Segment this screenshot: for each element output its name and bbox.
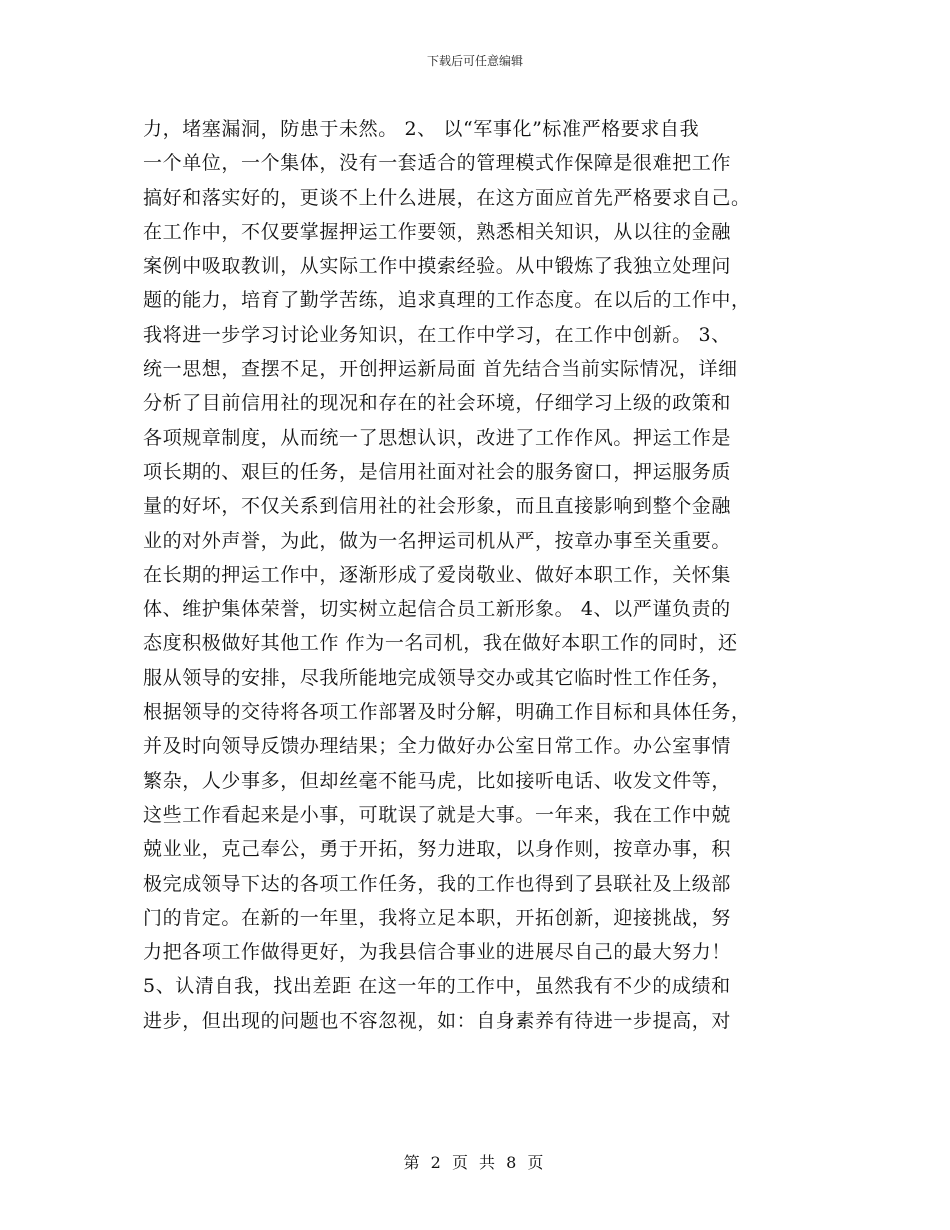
text-line: 这些工作看起来是小事，可耽误了就是大事。一年来，我在工作中兢 [143,803,732,826]
text-line: 在工作中，不仅要掌握押运工作要领，熟悉相关知识，从以往的金融 [143,220,732,243]
text-line: 各项规章制度，从而统一了思想认识，改进了工作作风。押运工作是 [143,426,732,449]
text-line: 题的能力，培育了勤学苦练，追求真理的工作态度。在以后的工作中， [143,289,751,312]
text-line: 力，堵塞漏洞，防患于未然。 2、 以“军事化”标准严格要求自我 [143,118,700,140]
text-line: 服从领导的安排，尽我所能地完成领导交办或其它临时性工作任务， [143,666,732,689]
text-line: 案例中吸取教训，从实际工作中摸索经验。从中锻炼了我独立处理问 [143,255,732,278]
text-line: 我将进一步学习讨论业务知识，在工作中学习，在工作中创新。 3、 [143,323,731,346]
text-line: 分析了目前信用社的现况和存在的社会环境，仔细学习上级的政策和 [143,392,732,415]
text-line: 5、认清自我，找出差距 在这一年的工作中，虽然我有不少的成绩和 [143,975,731,998]
text-line: 力把各项工作做得更好，为我县信合事业的进展尽自己的最大努力！ [143,941,732,964]
text-line: 体、维护集体荣誉，切实树立起信合员工新形象。 4、以严谨负责的 [143,598,731,621]
text-line: 在长期的押运工作中，逐渐形成了爱岗敬业、做好本职工作，关怀集 [143,563,732,586]
text-line: 门的肯定。在新的一年里，我将立足本职，开拓创新，迎接挑战，努 [143,906,732,929]
body-text [143,112,823,1038]
text-line: 进步，但出现的问题也不容忽视，如：自身素养有待进一步提高，对 [143,1009,732,1032]
text-line: 并及时向领导反馈办理结果；全力做好办公室日常工作。办公室事情 [143,735,732,758]
text-line: 项长期的、艰巨的任务，是信用社面对社会的服务窗口，押运服务质 [143,460,732,483]
text-line: 统一思想，查摆不足，开创押运新局面 首先结合当前实际情况，详细 [143,358,738,381]
page-header: 下载后可任意编辑 [426,54,523,68]
page-number-footer: 第 2 页 共 8 页 [403,1153,547,1172]
text-line: 搞好和落实好的，更谈不上什么进展，在这方面应首先严格要求自己。 [143,186,751,209]
text-line: 态度积极做好其他工作 作为一名司机，我在做好本职工作的同时，还 [143,632,738,655]
text-line: 一个单位，一个集体，没有一套适合的管理模式作保障是很难把工作 [143,152,732,175]
text-line: 极完成领导下达的各项工作任务，我的工作也得到了县联社及上级部 [143,872,732,895]
text-line: 业的对外声誉，为此，做为一名押运司机从严，按章办事至关重要。 [143,529,732,552]
text-line: 兢业业，克己奉公，勇于开拓，努力进取，以身作则，按章办事，积 [143,838,732,861]
text-line: 量的好坏，不仅关系到信用社的社会形象，而且直接影响到整个金融 [143,495,732,518]
text-line: 繁杂，人少事多，但却丝毫不能马虎，比如接听电话、收发文件等， [143,769,732,792]
text-line: 根据领导的交待将各项工作部署及时分解，明确工作目标和具体任务， [143,701,751,724]
